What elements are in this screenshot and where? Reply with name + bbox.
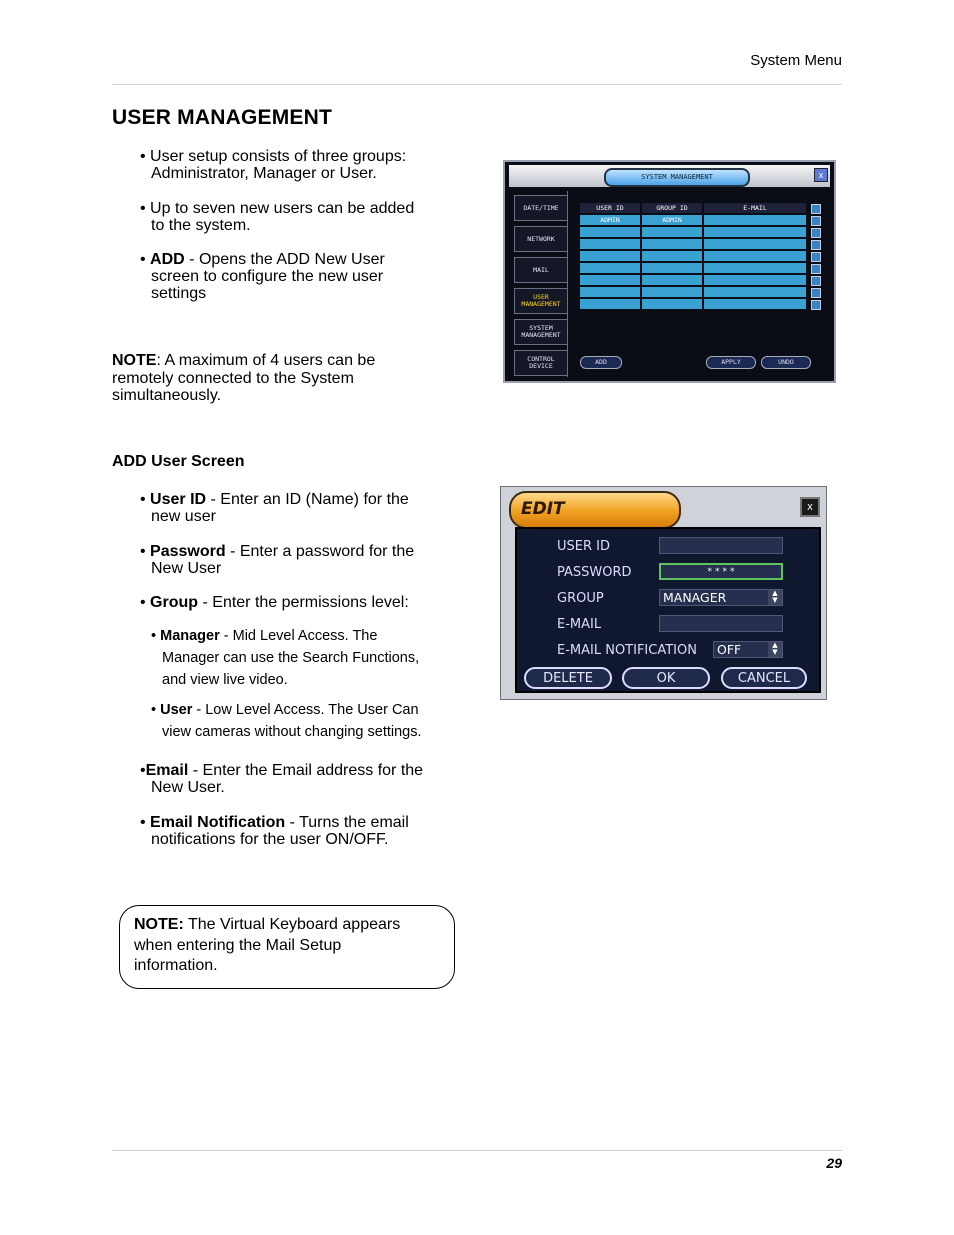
section-heading-add-user: ADD User Screen <box>112 453 245 470</box>
system-management-screenshot <box>503 160 836 383</box>
table-cell-empty[interactable] <box>704 287 806 297</box>
row-checkbox[interactable] <box>811 216 821 226</box>
table-cell-empty[interactable] <box>704 227 806 237</box>
table-cell-empty[interactable] <box>580 287 640 297</box>
delete-button[interactable]: DELETE <box>524 667 612 689</box>
sub-bullet-manager: • Manager - Mid Level Access. The Manager can use the Search Functions, and view live video. <box>151 628 420 688</box>
user-table <box>567 191 830 377</box>
group-label: GROUP <box>557 591 604 606</box>
bullet-seven-users: • Up to seven new users can be added to the system. <box>140 200 415 234</box>
sub-bullet-user: • User - Low Level Access. The User Can view cameras without changing settings. <box>151 702 422 740</box>
table-cell-user-id[interactable]: ADMIN <box>580 215 640 225</box>
table-cell-empty[interactable] <box>642 251 702 261</box>
bullet-email-notification: • Email Notification - Turns the email notifications for the user ON/OFF. <box>140 814 409 848</box>
bullet-password: • Password - Enter a password for the New User <box>140 543 415 577</box>
close-icon[interactable]: x <box>800 497 820 517</box>
tab-mail[interactable]: MAIL <box>514 257 568 283</box>
table-cell-empty[interactable] <box>642 299 702 309</box>
close-icon[interactable]: x <box>814 168 828 182</box>
spinner-arrows-icon[interactable]: ▲ ▼ <box>768 590 782 605</box>
table-cell-empty[interactable] <box>642 287 702 297</box>
table-cell-empty[interactable] <box>642 275 702 285</box>
tab-user-management[interactable]: USER MANAGEMENT <box>514 288 568 314</box>
user-id-label: USER ID <box>557 539 610 554</box>
table-cell-empty[interactable] <box>580 299 640 309</box>
undo-button[interactable]: UNDO <box>761 356 811 369</box>
table-cell-empty[interactable] <box>642 263 702 273</box>
table-cell-empty[interactable] <box>704 263 806 273</box>
table-cell-empty[interactable] <box>704 299 806 309</box>
note-callout-box: NOTE: The Virtual Keyboard appears when entering the Mail Setup information. <box>119 905 455 989</box>
password-input[interactable]: **** <box>659 563 783 580</box>
bullet-email: •Email - Enter the Email address for the New User. <box>140 762 424 796</box>
email-label: E-MAIL <box>557 617 602 632</box>
email-notification-select[interactable]: OFF ▲ ▼ <box>713 641 783 658</box>
group-select[interactable]: MANAGER ▲ ▼ <box>659 589 783 606</box>
table-cell-empty[interactable] <box>642 227 702 237</box>
edit-form-panel <box>515 527 821 693</box>
add-button[interactable]: ADD <box>580 356 622 369</box>
bullet-group: • Group - Enter the permissions level: <box>140 594 409 611</box>
tab-network[interactable]: NETWORK <box>514 226 568 252</box>
table-cell-empty[interactable] <box>580 227 640 237</box>
row-checkbox[interactable] <box>811 288 821 298</box>
table-cell-email[interactable] <box>704 215 806 225</box>
column-header-email: E-MAIL <box>704 203 806 213</box>
table-cell-empty[interactable] <box>580 263 640 273</box>
row-checkbox[interactable] <box>811 240 821 250</box>
tab-system-management[interactable]: SYSTEM MANAGEMENT <box>514 319 568 345</box>
column-header-group-id: GROUP ID <box>642 203 702 213</box>
select-all-checkbox[interactable] <box>811 204 821 214</box>
window-title-bar <box>509 165 830 187</box>
bullet-add: • ADD - Opens the ADD New User screen to configure the new user settings <box>140 251 385 302</box>
header-rule <box>112 84 842 85</box>
edit-user-dialog-screenshot <box>500 486 827 700</box>
tab-date-time[interactable]: DATE/TIME <box>514 195 568 221</box>
edit-tab: EDIT <box>509 491 681 529</box>
table-cell-group-id[interactable]: ADMIN <box>642 215 702 225</box>
row-checkbox[interactable] <box>811 252 821 262</box>
table-cell-empty[interactable] <box>580 239 640 249</box>
column-header-user-id: USER ID <box>580 203 640 213</box>
email-input[interactable] <box>659 615 783 632</box>
page-title: USER MANAGEMENT <box>112 106 333 129</box>
window-title: SYSTEM MANAGEMENT <box>604 168 750 187</box>
table-cell-empty[interactable] <box>642 239 702 249</box>
row-checkbox[interactable] <box>811 276 821 286</box>
note-remote-users: NOTE: A maximum of 4 users can be remotely connected to the System simultaneously. <box>112 352 376 404</box>
tab-control-device[interactable]: CONTROL DEVICE <box>514 350 568 376</box>
apply-button[interactable]: APPLY <box>706 356 756 369</box>
table-cell-empty[interactable] <box>704 275 806 285</box>
ok-button[interactable]: OK <box>622 667 710 689</box>
running-header: System Menu <box>750 52 842 69</box>
cancel-button[interactable]: CANCEL <box>721 667 807 689</box>
row-checkbox[interactable] <box>811 228 821 238</box>
email-notification-label: E-MAIL NOTIFICATION <box>557 643 697 658</box>
spinner-arrows-icon[interactable]: ▲ ▼ <box>768 642 782 657</box>
footer-rule <box>112 1150 842 1151</box>
bullet-user-id: • User ID - Enter an ID (Name) for the new user <box>140 491 409 525</box>
table-cell-empty[interactable] <box>580 251 640 261</box>
table-cell-empty[interactable] <box>704 239 806 249</box>
row-checkbox[interactable] <box>811 300 821 310</box>
page-number: 29 <box>826 1155 842 1171</box>
user-id-input[interactable] <box>659 537 783 554</box>
table-cell-empty[interactable] <box>704 251 806 261</box>
row-checkbox[interactable] <box>811 264 821 274</box>
password-label: PASSWORD <box>557 565 632 580</box>
bullet-user-groups: • User setup consists of three groups: Administrator, Manager or User. <box>140 148 407 182</box>
table-cell-empty[interactable] <box>580 275 640 285</box>
